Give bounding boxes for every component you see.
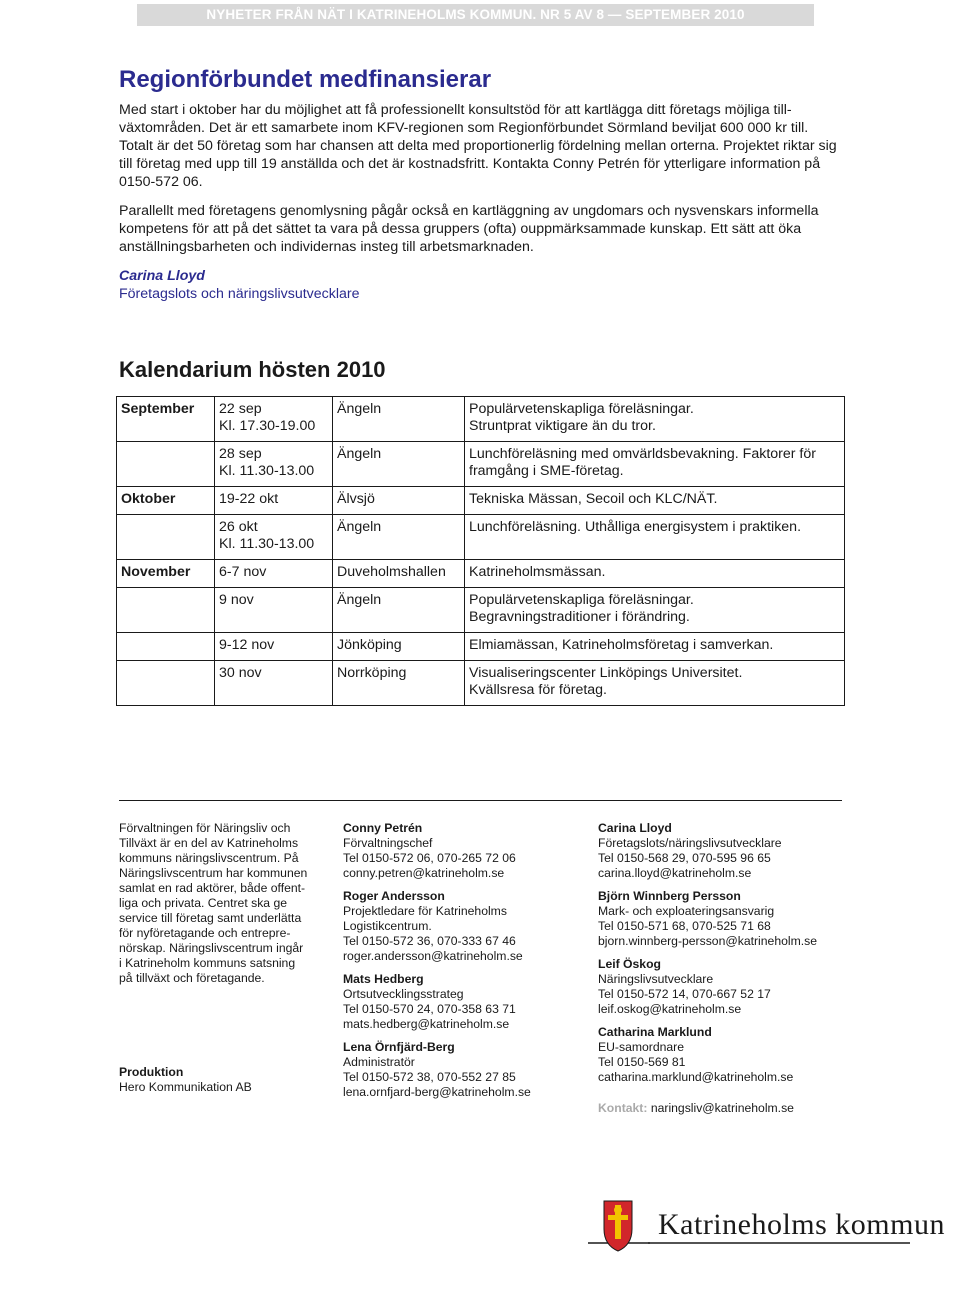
calendar-row <box>117 633 845 661</box>
contact-card <box>598 821 858 881</box>
contact-name: Mats Hedberg <box>343 972 424 986</box>
calendar-month <box>117 588 215 633</box>
contact-card <box>343 1040 573 1100</box>
contact-email[interactable]: roger.andersson@katrineholm.se <box>343 949 523 963</box>
contact-detail: Företagslots/näringslivsutvecklare <box>598 836 782 850</box>
calendar-location: Ängeln <box>333 397 465 442</box>
about-line: på tillväxt och företagande. <box>119 971 265 985</box>
calendar-date: 22 sep Kl. 17.30-19.00 <box>215 397 333 442</box>
contact-detail: Tel 0150-572 38, 070-552 27 85 <box>343 1070 516 1084</box>
contact-email[interactable]: carina.lloyd@katrineholm.se <box>598 866 752 880</box>
contact-detail: Ortsutvecklingsstrateg <box>343 987 464 1001</box>
footer-production <box>119 1065 252 1095</box>
calendar-row <box>117 397 845 442</box>
contact-detail: Tel 0150-568 29, 070-595 96 65 <box>598 851 771 865</box>
calendar-row <box>117 560 845 588</box>
calendar-event: Tekniska Mässan, Secoil och KLC/NÄT. <box>465 487 845 515</box>
contact-detail: Tel 0150-572 06, 070-265 72 06 <box>343 851 516 865</box>
calendar-month: September <box>121 401 195 417</box>
contact-detail: Näringslivsutvecklare <box>598 972 714 986</box>
contact-email[interactable]: conny.petren@katrineholm.se <box>343 866 505 880</box>
contact-card <box>343 972 573 1032</box>
calendar-row <box>117 661 845 706</box>
newsletter-banner: NYHETER FRÅN NÄT I KATRINEHOLMS KOMMUN. NR 5 AV 8 — SEPTEMBER 2010 <box>137 4 814 26</box>
contact-detail: Tel 0150-572 36, 070-333 67 46 <box>343 934 516 948</box>
calendar-location: Ängeln <box>333 588 465 633</box>
calendar-date: 26 okt Kl. 11.30-13.00 <box>215 515 333 560</box>
contact-detail: EU-samordnare <box>598 1040 685 1054</box>
calendar-date: 6-7 nov <box>215 560 333 588</box>
about-line: samlat en rad aktörer, både offent- <box>119 881 306 895</box>
about-line: Förvaltningen för Näringsliv och <box>119 821 291 835</box>
contact-detail: Tel 0150-571 68, 070-525 71 68 <box>598 919 771 933</box>
calendar-date: 28 sep Kl. 11.30-13.00 <box>215 442 333 487</box>
contact-detail: Tel 0150-569 81 <box>598 1055 686 1069</box>
calendar-event: Lunchföreläsning med omvärldsbevakning. Faktorer för framgång i SME-företag. <box>465 442 845 487</box>
contact-name: Conny Petrén <box>343 821 423 835</box>
calendar-month <box>117 661 215 706</box>
about-line: Näringslivscentrum har kommunen <box>119 866 308 880</box>
calendar-date: 9 nov <box>215 588 333 633</box>
footer-contacts-col3 <box>598 821 858 1093</box>
contact-card <box>598 1025 858 1085</box>
about-line: kommuns näringslivscentrum. På <box>119 851 299 865</box>
calendar-event: Populärvetenskapliga föreläsningar. Struntprat viktigare än du tror. <box>465 397 845 442</box>
about-line: i Katrineholm kommuns satsning <box>119 956 296 970</box>
calendar-title: Kalendarium hösten 2010 <box>119 357 386 382</box>
shield-icon <box>604 1201 632 1251</box>
contact-detail: Projektledare för Katrineholms <box>343 904 507 918</box>
calendar-row <box>117 487 845 515</box>
footer-divider <box>119 800 842 801</box>
contact-card <box>598 957 858 1017</box>
calendar-event: Lunchföreläsning. Uthålliga energisystem i praktiken. <box>465 515 845 560</box>
calendar-location: Ängeln <box>333 515 465 560</box>
contact-label: Kontakt: <box>598 1101 648 1115</box>
about-line: service till företag samt underlätta <box>119 911 302 925</box>
production-value: Hero Kommunikation AB <box>119 1080 252 1094</box>
contact-name: Carina Lloyd <box>598 821 672 835</box>
calendar-month <box>117 633 215 661</box>
calendar-date: 19-22 okt <box>215 487 333 515</box>
article-author <box>119 267 360 303</box>
calendar-row <box>117 588 845 633</box>
contact-card <box>343 889 573 964</box>
contact-name: Catharina Marklund <box>598 1025 712 1039</box>
article-title: Regionförbundet medfinansierar <box>119 66 492 93</box>
contact-name: Lena Örnfjärd-Berg <box>343 1040 455 1054</box>
contact-email[interactable]: leif.oskog@katrineholm.se <box>598 1002 742 1016</box>
footer-contact <box>598 1101 794 1116</box>
calendar-date: 30 nov <box>215 661 333 706</box>
calendar-event: Populärvetenskapliga föreläsningar. Begravningstraditioner i förändring. <box>465 588 845 633</box>
contact-card <box>598 889 858 949</box>
calendar-row <box>117 515 845 560</box>
calendar-row <box>117 442 845 487</box>
contact-email[interactable]: bjorn.winnberg-persson@katrineholm.se <box>598 934 817 948</box>
contact-detail: Mark- och exploateringsansvarig <box>598 904 775 918</box>
calendar-location: Duveholmshallen <box>333 560 465 588</box>
contact-detail: Administratör <box>343 1055 415 1069</box>
contact-detail: Logistikcentrum. <box>343 919 432 933</box>
footer-contacts-col2 <box>343 821 573 1108</box>
calendar-event: Elmiamässan, Katrineholmsföretag i samverkan. <box>465 633 845 661</box>
production-label: Produktion <box>119 1065 184 1079</box>
contact-email[interactable]: lena.ornfjard-berg@katrineholm.se <box>343 1085 531 1099</box>
about-line: liga och privata. Centret ska ge <box>119 896 288 910</box>
calendar-table <box>116 396 845 706</box>
footer-about <box>119 821 319 986</box>
article-paragraph-1: Med start i oktober har du möjlighet att få professionellt konsultstöd för att kartlägga ditt företags möjliga till-växtområden. Det är ett samarbete inom KFV-regionen som Regionförbundet Sörmland beviljat 600 000 kr till. Totalt är det 50 företag som har chansen att delta med proportionerlig fördelning mellan orterna. Projektet riktar sig till företag med upp till 19 anställda och det är kostnadsfritt. Kontakta Conny Petrén för ytterligare information på 0150-572 06. <box>119 102 837 190</box>
contact-detail: Tel 0150-572 14, 070-667 52 17 <box>598 987 771 1001</box>
calendar-event: Visualiseringscenter Linköpings Universitet. Kvällsresa för företag. <box>465 661 845 706</box>
contact-email[interactable]: mats.hedberg@katrineholm.se <box>343 1017 510 1031</box>
contact-email[interactable]: catharina.marklund@katrineholm.se <box>598 1070 794 1084</box>
author-role: Företagslots och näringslivsutvecklare <box>119 286 360 302</box>
calendar-month: November <box>117 560 215 588</box>
calendar-date: 9-12 nov <box>215 633 333 661</box>
contact-name: Roger Andersson <box>343 889 445 903</box>
contact-detail: Tel 0150-570 24, 070-358 63 71 <box>343 1002 516 1016</box>
calendar-month <box>117 442 215 487</box>
calendar-event: Katrineholmsmässan. <box>465 560 845 588</box>
contact-detail: Förvaltningschef <box>343 836 433 850</box>
article-paragraph-2: Parallellt med företagens genomlysning pågår också en kartläggning av ungdomars och nysvenskars informella kompetens för att på det sättet ta vara på dessa gruppers (ofta) ouppmärksammade kunskap. Ett sätt att öka anställningsbarheten och individernas insteg till arbetsmarknaden. <box>119 203 819 255</box>
calendar-month: Oktober <box>117 487 215 515</box>
about-line: nörskap. Näringslivscentrum ingår <box>119 941 304 955</box>
calendar-location: Jönköping <box>333 633 465 661</box>
contact-name: Björn Winnberg Persson <box>598 889 741 903</box>
calendar-location: Norrköping <box>333 661 465 706</box>
calendar-location: Ängeln <box>333 442 465 487</box>
about-line: för nyföretagande och entrepre- <box>119 926 291 940</box>
author-name: Carina Lloyd <box>119 268 205 284</box>
logo-wordmark: Katrineholms kommun <box>658 1208 945 1241</box>
contact-card <box>343 821 573 881</box>
calendar-month <box>117 515 215 560</box>
contact-email[interactable]: naringsliv@katrineholm.se <box>650 1101 794 1115</box>
calendar-location: Älvsjö <box>333 487 465 515</box>
about-line: Tillväxt är en del av Katrineholms <box>119 836 299 850</box>
contact-name: Leif Öskog <box>598 957 661 971</box>
